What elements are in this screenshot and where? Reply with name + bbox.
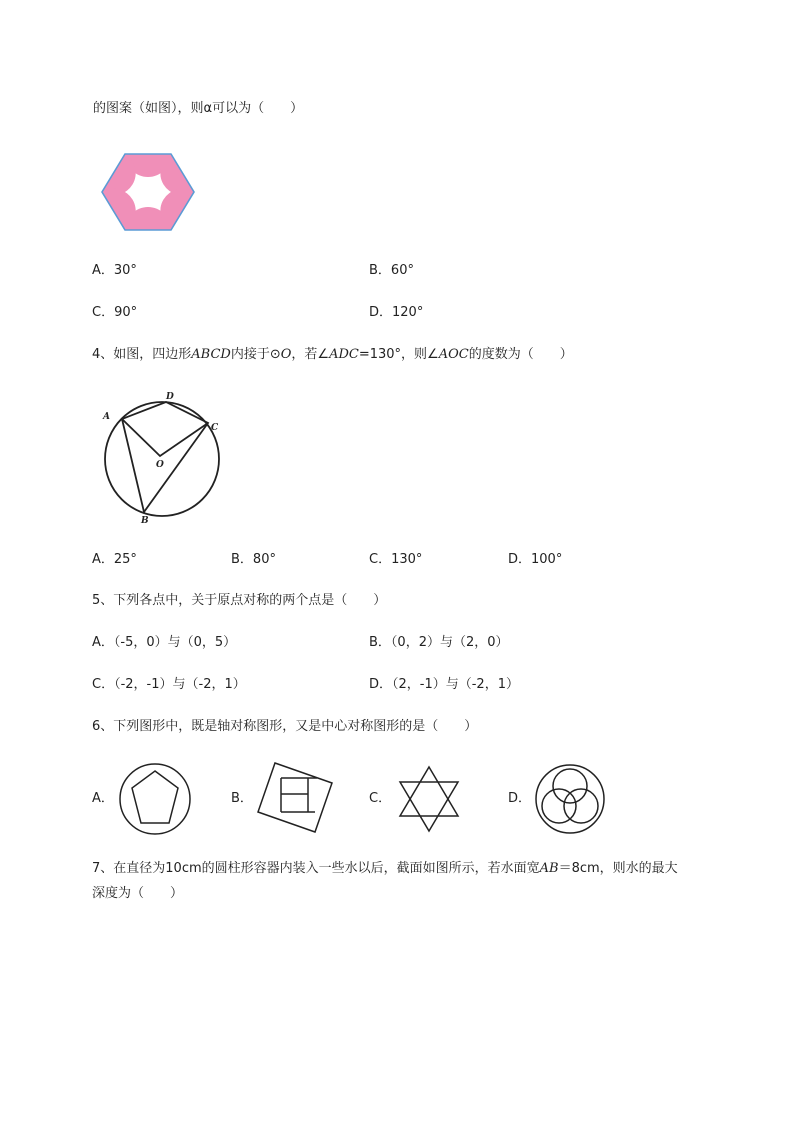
q4-label-b: B: [141, 516, 149, 526]
q4-circle-figure: [98, 386, 228, 526]
q3-option-a: A．30°: [92, 263, 137, 278]
q3-stem-tail: 的图案（如图），则α可以为（ ）: [93, 101, 304, 116]
q4-quadrilateral: [122, 402, 208, 512]
q3-petal-bottom-left: [102, 189, 136, 230]
q6-option-c-figure: [394, 764, 464, 834]
q3-petal-bottom-right: [160, 189, 194, 230]
q3-hexagon-figure: [100, 150, 198, 234]
q5-option-d: D．（2，-1）与（-2，1）: [369, 677, 519, 692]
q4-label-a: A: [103, 412, 110, 422]
q4-stem: 4、如图，四边形ABCD内接于⊙O，若∠ADC=130°，则∠AOC的度数为（ ）: [92, 347, 573, 362]
q6-option-b-letter: B．: [231, 791, 253, 806]
q4-radii: [122, 419, 208, 456]
q6-option-d-letter: D．: [508, 791, 532, 806]
q5-option-c: C．（-2，-1）与（-2，1）: [92, 677, 246, 692]
q3-petal-top-left: [102, 154, 136, 195]
q6-option-d-figure: [532, 761, 608, 837]
q4-option-c: C．130°: [369, 552, 423, 567]
q5-option-b: B．（0，2）与（2，0）: [369, 635, 509, 650]
q4-option-a: A．25°: [92, 552, 137, 567]
q7-stem-line1: 7、在直径为10cm的圆柱形容器内装入一些水以后，截面如图所示，若水面宽AB＝8cm，则水的最大: [92, 861, 678, 876]
q4-label-d: D: [166, 392, 174, 402]
q4-option-d: D．100°: [508, 552, 563, 567]
q3-option-c: C．90°: [92, 305, 138, 320]
q3-petal-top-right: [160, 154, 194, 195]
q4-option-b: B．80°: [231, 552, 276, 567]
q6-option-a-figure: [117, 761, 193, 837]
q6-option-b-figure: [255, 759, 335, 839]
q4-label-c: C: [211, 423, 219, 433]
q4-label-o: O: [156, 460, 164, 470]
q6-stem: 6、下列图形中，既是轴对称图形，又是中心对称图形的是（ ）: [92, 719, 478, 734]
q3-option-d: D．120°: [369, 305, 424, 320]
q5-stem: 5、下列各点中，关于原点对称的两个点是（ ）: [92, 593, 387, 608]
q6-option-a-letter: A．: [92, 791, 114, 806]
q5-option-a: A．（-5，0）与（0，5）: [92, 635, 237, 650]
q7-stem-line2: 深度为（ ）: [92, 886, 184, 901]
q3-option-b: B．60°: [369, 263, 414, 278]
q6-option-c-letter: C．: [369, 791, 392, 806]
